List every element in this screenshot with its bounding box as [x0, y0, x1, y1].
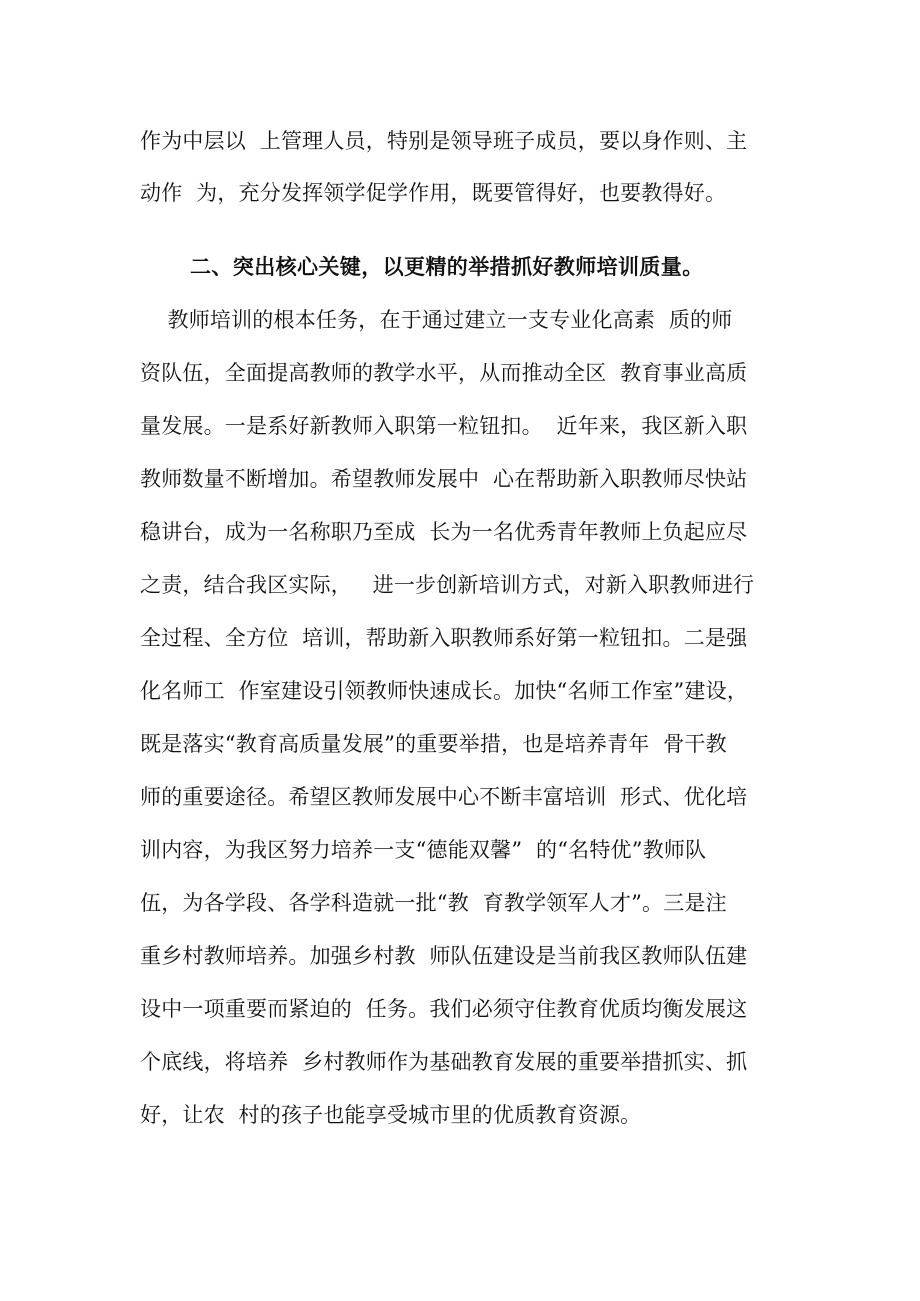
body-line-16: 好，让农 村的孩子也能享受城市里的优质教育资源。 [140, 1103, 642, 1127]
body-line-4: 教师数量不断增加。希望教师发展中 心在帮助新入职教师尽快站 [140, 467, 748, 491]
body-line-10: 师的重要途径。希望区教师发展中心不断丰富培训 形式、优化培 [140, 785, 748, 809]
body-line-13: 重乡村教师培养。加强乡村教 师队伍建设是当前我区教师队伍建 [140, 944, 748, 968]
body-line-6: 之责，结合我区实际， 进一步创新培训方式，对新入职教师进行 [140, 573, 755, 597]
body-line-7: 全过程、全方位 培训，帮助新入职教师系好第一粒钮扣。二是强 [140, 626, 748, 650]
body-line-8: 化名师工 作室建设引领教师快速成长。加快“名师工作室”建设， [140, 679, 749, 703]
body-line-9: 既是落实“教育高质量发展”的重要举措，也是培养青年 骨干教 [140, 732, 727, 756]
body-line-2: 资队伍，全面提高教师的教学水平，从而推动全区 教育事业高质 [140, 361, 748, 385]
body-line-15: 个底线，将培养 乡村教师作为基础教育发展的重要举措抓实、抓 [140, 1050, 748, 1074]
body-line-5: 稳讲台，成为一名称职乃至成 长为一名优秀青年教师上负起应尽 [140, 520, 748, 544]
intro-line-2: 动作 为，充分发挥领学促学作用，既要管得好，也要教得好。 [140, 181, 727, 205]
body-line-14: 设中一项重要而紧迫的 任务。我们必须守住教育优质均衡发展这 [140, 997, 748, 1021]
intro-line-1: 作为中层以 上管理人员，特别是领导班子成员，要以身作则、主 [140, 129, 748, 153]
body-line-12: 伍，为各学段、各学科造就一批“教 育教学领军人才”。三是注 [140, 891, 727, 915]
section-heading: 二、突出核心关键，以更精的举措抓好教师培训质量。 [190, 254, 704, 279]
body-line-11: 训内容，为我区努力培养一支“德能双馨” 的“名特优”教师队 [140, 838, 707, 862]
body-line-3: 量发展。一是系好新教师入职第一粒钮扣。 近年来，我区新入职 [140, 414, 748, 438]
body-line-1: 教师培训的根本任务，在于通过建立一支专业化高素 质的师 [140, 308, 733, 332]
